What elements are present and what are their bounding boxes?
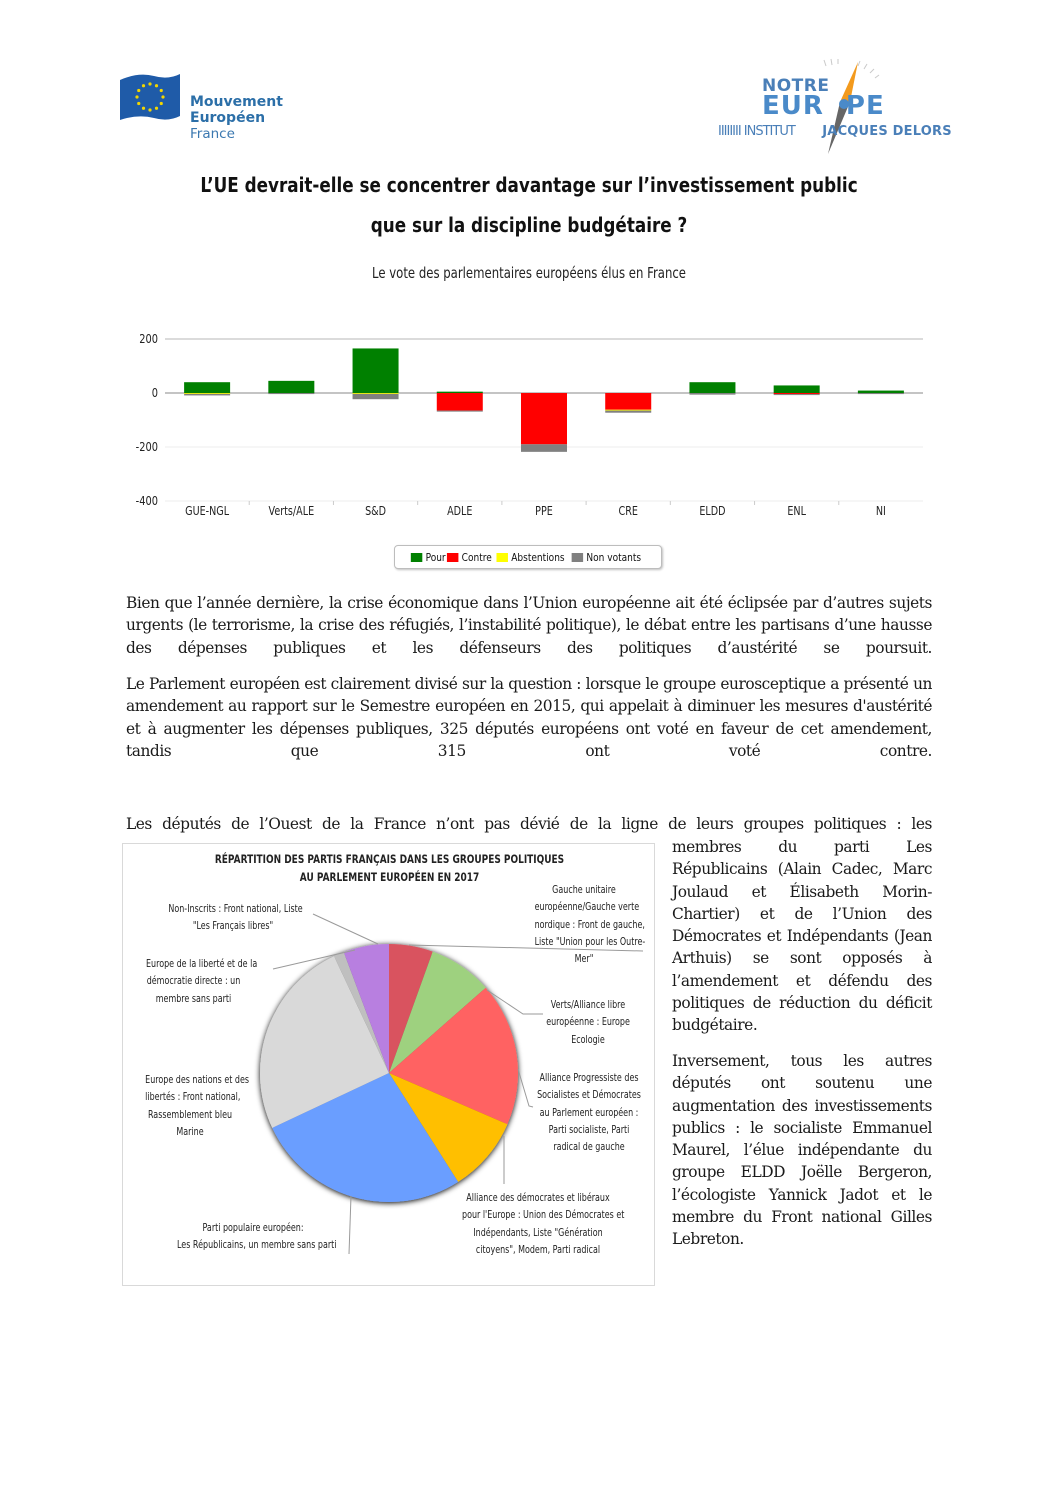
svg-text:NI: NI [875, 503, 886, 519]
legend-swatch [411, 553, 422, 562]
legend-label: Abstentions [510, 550, 565, 564]
pie-label-line: Europe de la liberté et de la [146, 958, 258, 970]
bar-segment [184, 394, 230, 396]
svg-text:200: 200 [139, 332, 158, 347]
svg-text:PPE: PPE [535, 503, 553, 519]
paragraph-4: membres du parti Les Républicains (Alain Cadec, Marc Joulaud et Élisabeth Morin-Chartier) et de l’Union des Démocrates et Indépendants (Jean Arthuis) se sont opposés à l’amendement et défendu des politiques de réduction du déficit budgétaire. [672, 838, 932, 1035]
pie-label-line: Marine [176, 1125, 204, 1138]
logo-notre: NOTRE [762, 76, 830, 96]
svg-text:ADLE: ADLE [447, 503, 473, 519]
pie-label-line: Socialistes et Démocrates [537, 1089, 641, 1102]
pie-chart-figure [122, 843, 655, 1286]
pie-label-line: Parti socialiste, Parti [548, 1123, 630, 1136]
pie-label-line: "Les Français libres" [192, 920, 274, 933]
bar-segment [521, 393, 567, 444]
pie-label-line: Non-Inscrits : Front national, Liste [168, 903, 303, 915]
bar-segment [605, 393, 651, 410]
pie-label-line: Mer" [574, 953, 594, 966]
bar-segment [184, 382, 230, 393]
pie-label-line: Indépendants, Liste "Génération [473, 1226, 603, 1239]
logo-line-3: France [190, 126, 235, 142]
paragraph-5: Inversement, tous les autres députés ont soutenu une augmentation des investissements publics : le socialiste Emmanuel Maurel, l’élue indépendante du groupe ELDD Joëlle Bergeron, l’écologiste Yannick Jadot et le membre du Front national Gilles Lebreton. [672, 1052, 932, 1249]
bar-segment [437, 411, 483, 412]
pie-label-line: nordique : Front de gauche, [534, 918, 645, 931]
chart-subtitle: Le vote des parlementaires européens élus en France [372, 264, 686, 282]
logo-line-2: Européen [190, 110, 266, 126]
pie-label-line: Verts/Alliance libre [550, 999, 626, 1011]
bar-segment [268, 393, 314, 394]
logo-jacques-delors: JACQUES DELORS [822, 124, 952, 139]
legend-swatch [571, 553, 582, 562]
vote-bar-chart [130, 325, 930, 525]
bar-segment [858, 391, 904, 393]
legend-item [496, 551, 564, 564]
svg-text:Verts/ALE: Verts/ALE [268, 503, 315, 519]
bar-segment [353, 348, 399, 393]
pie-label-verts [546, 997, 630, 1049]
pie-label-enl [145, 1072, 250, 1141]
pie-label-ppe [177, 1220, 337, 1255]
pie-label-line: membre sans parti [155, 992, 232, 1005]
svg-text:0: 0 [151, 386, 158, 401]
bar-segment [689, 393, 735, 395]
pie-label-line: libertés : Front national, [145, 1091, 241, 1104]
pie-label-line: Rassemblement bleu [147, 1108, 233, 1121]
logo-institut-text: IIIIIIII INSTITUT [718, 124, 795, 139]
legend-item [411, 551, 446, 564]
pie-title-line-2: AU PARLEMENT EUROPÉEN EN 2017 [299, 870, 480, 884]
legend-label: Non votants [586, 550, 641, 564]
pie-label-line: au Parlement européen : [539, 1106, 639, 1119]
logo-institut [718, 124, 952, 139]
pie-label-line: européenne : Europe [546, 1016, 630, 1029]
pie-label-line: Alliance Progressiste des [539, 1072, 639, 1084]
svg-text:ELDD: ELDD [699, 503, 726, 519]
bar-segment [437, 393, 483, 411]
svg-text:-200: -200 [135, 440, 158, 455]
logo-europe-left: EUR [762, 91, 824, 121]
paragraph-2: Le Parlement européen est clairement divisé sur la question : lorsque le groupe eurosceptique a présenté un amendement au rapport sur le Semestre européen en 2015, qui appelait à diminuer les mesures d'austérité et à augmenter les dépenses publiques, 325 députés européens ont voté en faveur de cet amendement, tandis que 315 ont voté contre. [126, 675, 932, 760]
pie-label-line: Parti populaire européen: [202, 1222, 304, 1234]
pie-label-line: Liste "Union pour les Outre- [534, 935, 646, 948]
chart-legend [394, 545, 662, 569]
pie-label-line: pour l'Europe : Union des Démocrates et [462, 1209, 625, 1222]
bar-segment [437, 392, 483, 393]
legend-swatch [496, 553, 507, 562]
legend-label: Contre [461, 550, 492, 564]
pie-label-line: Gauche unitaire [552, 884, 616, 896]
paragraph-3: Les députés de l’Ouest de la France n’ont pas dévié de la ligne de leurs groupes politiques : les [126, 815, 932, 833]
pie-label-line: Les Républicains, un membre sans parti [177, 1239, 337, 1252]
svg-text:S&D: S&D [365, 503, 387, 519]
pie-label-line: Europe des nations et des [145, 1074, 250, 1086]
bar-segment [774, 393, 820, 394]
pie-label-line: radical de gauche [553, 1141, 625, 1154]
legend-swatch [447, 553, 458, 562]
pie-label-line: européenne/Gauche verte [534, 901, 640, 914]
svg-text:GUE-NGL: GUE-NGL [185, 503, 230, 519]
paragraph-1: Bien que l’année dernière, la crise économique dans l’Union européenne ait été éclipsée par d’autres sujets urgents (le terrorisme, la crise des réfugiés, l’instabilité politique), le débat entre les partisans d’une hausse des dépenses publiques et les défenseurs des politiques d’austérité se poursuit. [126, 594, 932, 657]
svg-text:ENL: ENL [787, 503, 806, 519]
pie-label-line: citoyens", Modem, Parti radical [475, 1243, 601, 1256]
pie-label-efdd [146, 956, 258, 1008]
bar-segment [774, 385, 820, 393]
legend-label: Pour [426, 550, 447, 564]
pie-label-adle [462, 1190, 625, 1259]
bar-segment [689, 382, 735, 393]
bar-segment [521, 444, 567, 452]
bar-segment [605, 411, 651, 413]
page-title-line-1: L’UE devrait-elle se concentrer davantage sur l’investissement public [200, 173, 858, 197]
bar-segment [268, 381, 314, 393]
pie-label-gue [534, 882, 646, 968]
bar-segment [353, 394, 399, 399]
logo-europe [762, 91, 885, 121]
eu-flag-icon [118, 72, 182, 122]
notre-europe-logo [718, 58, 952, 156]
pie-label-sd [536, 1070, 642, 1156]
svg-text:CRE: CRE [618, 503, 638, 519]
page-title-line-2: que sur la discipline budgétaire ? [370, 213, 688, 237]
pie-label-ni [168, 901, 303, 936]
svg-text:-400: -400 [135, 494, 158, 509]
pie-label-line: démocratie directe : un [146, 975, 241, 988]
legend-item [447, 551, 492, 564]
bar-segment [858, 393, 904, 394]
legend-item [571, 551, 640, 564]
pie-label-line: Ecologie [571, 1033, 605, 1046]
pie-title-line-1: RÉPARTITION DES PARTIS FRANÇAIS DANS LES GROUPES POLITIQUES [214, 852, 565, 866]
pie-label-line: Alliance des démocrates et libéraux [466, 1192, 610, 1204]
logo-europe-right: PE [845, 91, 885, 121]
bar-segment [774, 394, 820, 395]
mouvement-europeen-logo [118, 70, 298, 146]
logo-line-1: Mouvement [190, 94, 283, 110]
